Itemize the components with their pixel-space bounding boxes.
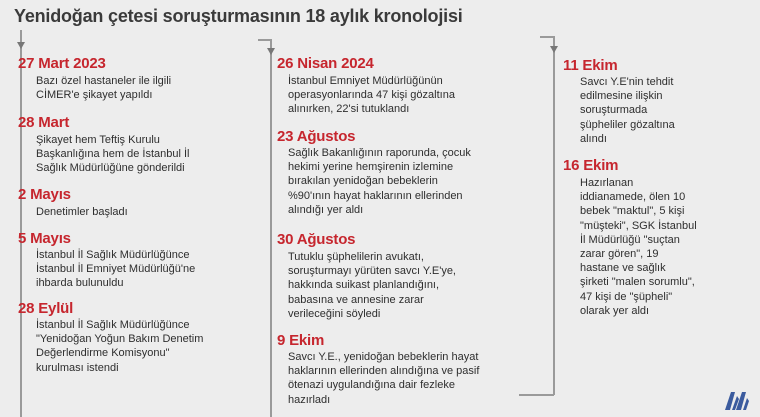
date-label: 28 Eylül: [18, 300, 74, 317]
date-label: 16 Ekim: [563, 157, 619, 174]
event-description: Savcı Y.E'nin tehdit edilmesine ilişkin soruşturmada şüpheliler gözaltına alındı: [580, 76, 675, 145]
timeline-connector-col2: [258, 39, 272, 41]
event-description: Savcı Y.E., yenidoğan bebeklerin hayat haklarının ellerinden alındığına ve pasif ötenazi uygulandığına dair fezleke hazırladı: [288, 351, 480, 406]
event-description: Hazırlanan iddianamede, ölen 10 bebek "maktul", 5 kişi "müşteki", SGK İstanbul İl Müdürlüğü "suçtan zarar gören", 19 hastane ve sağlık şirketi "malen sorumlu", 47 kişi de "şüpheli" olarak yer aldı: [580, 177, 697, 317]
page-title: Yenidoğan çetesi soruşturmasının 18 aylık kronolojisi: [14, 6, 463, 26]
aa-logo-icon: [724, 389, 750, 411]
event-description: Denetimler başladı: [36, 206, 128, 218]
date-label: 28 Mart: [18, 114, 70, 131]
event-description: Şikayet hem Teftiş Kurulu Başkanlığına hem de İstanbul İl Sağlık Müdürlüğüne gönderildi: [36, 134, 190, 175]
timeline-line-col1: [20, 30, 22, 417]
date-label: 11 Ekim: [563, 57, 618, 74]
timeline-connector-bottom: [519, 394, 554, 396]
date-label: 23 Ağustos: [277, 128, 356, 145]
arrow-down-icon: [267, 48, 275, 55]
event-description: İstanbul İl Sağlık Müdürlüğünce İstanbul İl Emniyet Müdürlüğü'ne ihbarda bulunuldu: [36, 249, 196, 290]
date-label: 5 Mayıs: [18, 230, 71, 247]
date-label: 9 Ekim: [277, 332, 325, 349]
event-description: Sağlık Bakanlığının raporunda, çocuk hekimi yerine hemşirenin izlemine bırakılan yenidoğan bebeklerin %90'ının hayat haklarının ellerinden alındığı yer aldı: [288, 147, 471, 216]
event-description: Tutuklu şüphelilerin avukatı, soruşturmayı yürüten savcı Y.E'ye, hakkında suikast planlandığını, babasına ve annesine zarar verileceğini söyledi: [288, 251, 456, 320]
timeline-line-col3: [553, 37, 555, 395]
date-label: 2 Mayıs: [18, 186, 71, 203]
date-label: 30 Ağustos: [277, 231, 356, 248]
arrow-down-icon: [550, 46, 558, 53]
date-label: 26 Nisan 2024: [277, 55, 374, 72]
event-description: İstanbul Emniyet Müdürlüğünün operasyonlarında 47 kişi gözaltına alınırken, 22'si tutuklandı: [288, 75, 455, 116]
date-label: 27 Mart 2023: [18, 55, 106, 72]
timeline-connector-col3: [540, 36, 555, 38]
event-description: Bazı özel hastaneler ile ilgili CİMER'e şikayet yapıldı: [36, 75, 172, 102]
timeline-line-col2: [270, 40, 272, 417]
event-description: İstanbul İl Sağlık Müdürlüğünce "Yenidoğan Yoğun Bakım Denetim Değerlendirme Komisyonu" kurulması istendi: [36, 319, 204, 374]
arrow-down-icon: [17, 42, 25, 49]
